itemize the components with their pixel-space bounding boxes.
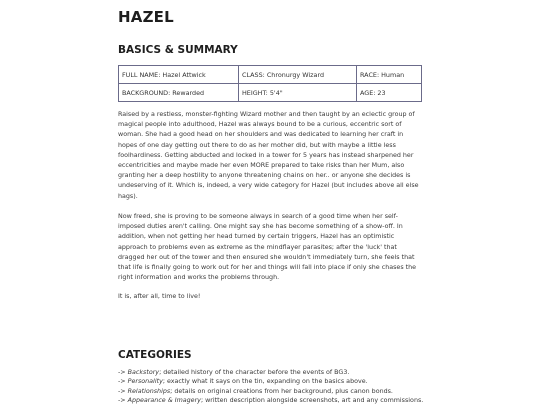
list-item — [118, 396, 428, 405]
table-cell-height: HEIGHT: 5'4" — [239, 84, 357, 102]
table-cell-class: CLASS: Chronurgy Wizard — [239, 66, 357, 84]
list-item-prefix: -> — [118, 387, 128, 395]
list-item-prefix: -> — [118, 378, 128, 386]
table-cell-race: RACE: Human — [357, 66, 422, 84]
table-cell-age: AGE: 23 — [357, 84, 422, 102]
basics-table — [118, 65, 422, 102]
categories-list — [118, 368, 428, 406]
table-row — [119, 66, 422, 84]
table-cell-full-name: FULL NAME: Hazel Attwick — [119, 66, 239, 84]
list-item-desc: ; exactly what it says on the tin, expanding on the basics above. — [162, 378, 368, 386]
categories-heading: CATEGORIES — [118, 349, 192, 361]
table-cell-background: BACKGROUND: Rewarded — [119, 84, 239, 102]
list-item-desc: ; details on original creations from her background, plus canon bonds. — [170, 387, 393, 395]
list-item-name: Relationships — [127, 387, 171, 395]
list-item — [118, 377, 428, 386]
list-item-prefix: -> — [118, 369, 128, 376]
list-item — [118, 387, 428, 396]
summary-paragraph-1: Raised by a restless, monster-fighting Wizard mother and then taught by an eclectic group of magical people into adulthood, Hazel was always bound to be a curious, eccentric sort of woman. She had a good head on her shoulders and was dedicated to learning her craft in hopes of one day getting out there to do as her mother did, but with maybe a little less foolhardiness. Getting abducted and locked in a tower for 5 years has instead sharpened her eccentricities and maybe made her even MORE prepared to take risks than her Mum, also granting her a deep hostility to anyone threatening chains on her.. or anyone she decides is undeserving of it. Which is, indeed, a very wide category for Hazel (but includes above all else hags). — [118, 111, 419, 200]
basics-heading: BASICS & SUMMARY — [118, 44, 238, 56]
summary-paragraph-3: It is, after all, time to live! — [118, 293, 201, 300]
list-item-desc: ; detailed history of the character before the events of BG3. — [159, 369, 350, 376]
summary-paragraph-2: Now freed, she is proving to be someone always in search of a good time when her self-imposed duties aren't calling. One might say she has become something of a show-off. In addition, when not getting her head turned by certain triggers, Hazel has an optimistic approach to problems even as extreme as the mindflayer parasites; after the 'luck' that dragged her out of the tower and then ensured she wouldn't immediately turn, she feels that that life is finally going to work out for her and things will fall into place if only she chases the right information and works the problems through. — [118, 213, 417, 282]
list-item-name: Personality — [127, 378, 163, 386]
list-item-name: Backstory — [127, 369, 160, 376]
list-item — [118, 368, 428, 377]
list-item-prefix: -> — [118, 397, 128, 405]
table-row — [119, 84, 422, 102]
page-title: HAZEL — [118, 8, 174, 26]
list-item-desc: ; written description alongside screenshots, art and any commissions. — [200, 397, 424, 405]
list-item-name: Appearance & Imagery — [127, 397, 201, 405]
